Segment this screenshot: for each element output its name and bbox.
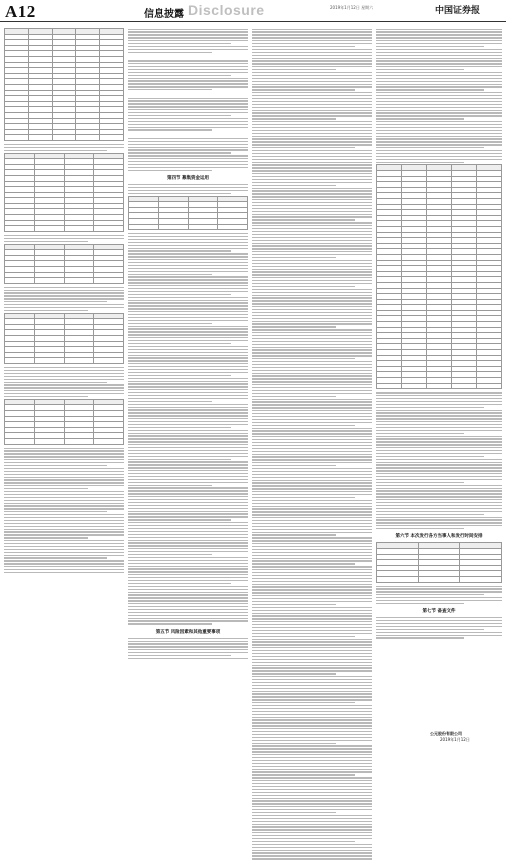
column-2 (128, 27, 248, 745)
column-4 (376, 27, 502, 745)
footer-company: 公元股份有限公司 (430, 731, 462, 736)
financial-table (128, 196, 248, 231)
financial-table (4, 399, 124, 445)
footer-date: 2019年1月12日 (440, 737, 470, 742)
section-heading: 第五节 风险因素和其他重要事项 (155, 629, 221, 635)
financial-table (4, 244, 124, 284)
parties-table (376, 542, 502, 582)
page-header (0, 0, 506, 22)
section-title: 信息披露 (144, 9, 184, 20)
section-heading: 第六节 本次发行各方当事人和发行时间安排 (395, 534, 483, 540)
masthead-logo: 中国证券报 (435, 6, 481, 16)
section-heading: 第七节 备查文件 (422, 609, 456, 615)
dateline: 2019年1月12日 星期六 (330, 5, 374, 10)
financial-table (4, 28, 124, 141)
section-heading: 第四节 募集资金运用 (166, 175, 210, 181)
column-3 (252, 27, 372, 745)
column-1 (4, 27, 124, 745)
parties-table (376, 164, 502, 389)
page-number: A12 (5, 2, 36, 21)
section-title-en: Disclosure (188, 2, 265, 18)
financial-table (4, 313, 124, 364)
financial-table (4, 153, 124, 232)
header-rule (0, 21, 506, 22)
